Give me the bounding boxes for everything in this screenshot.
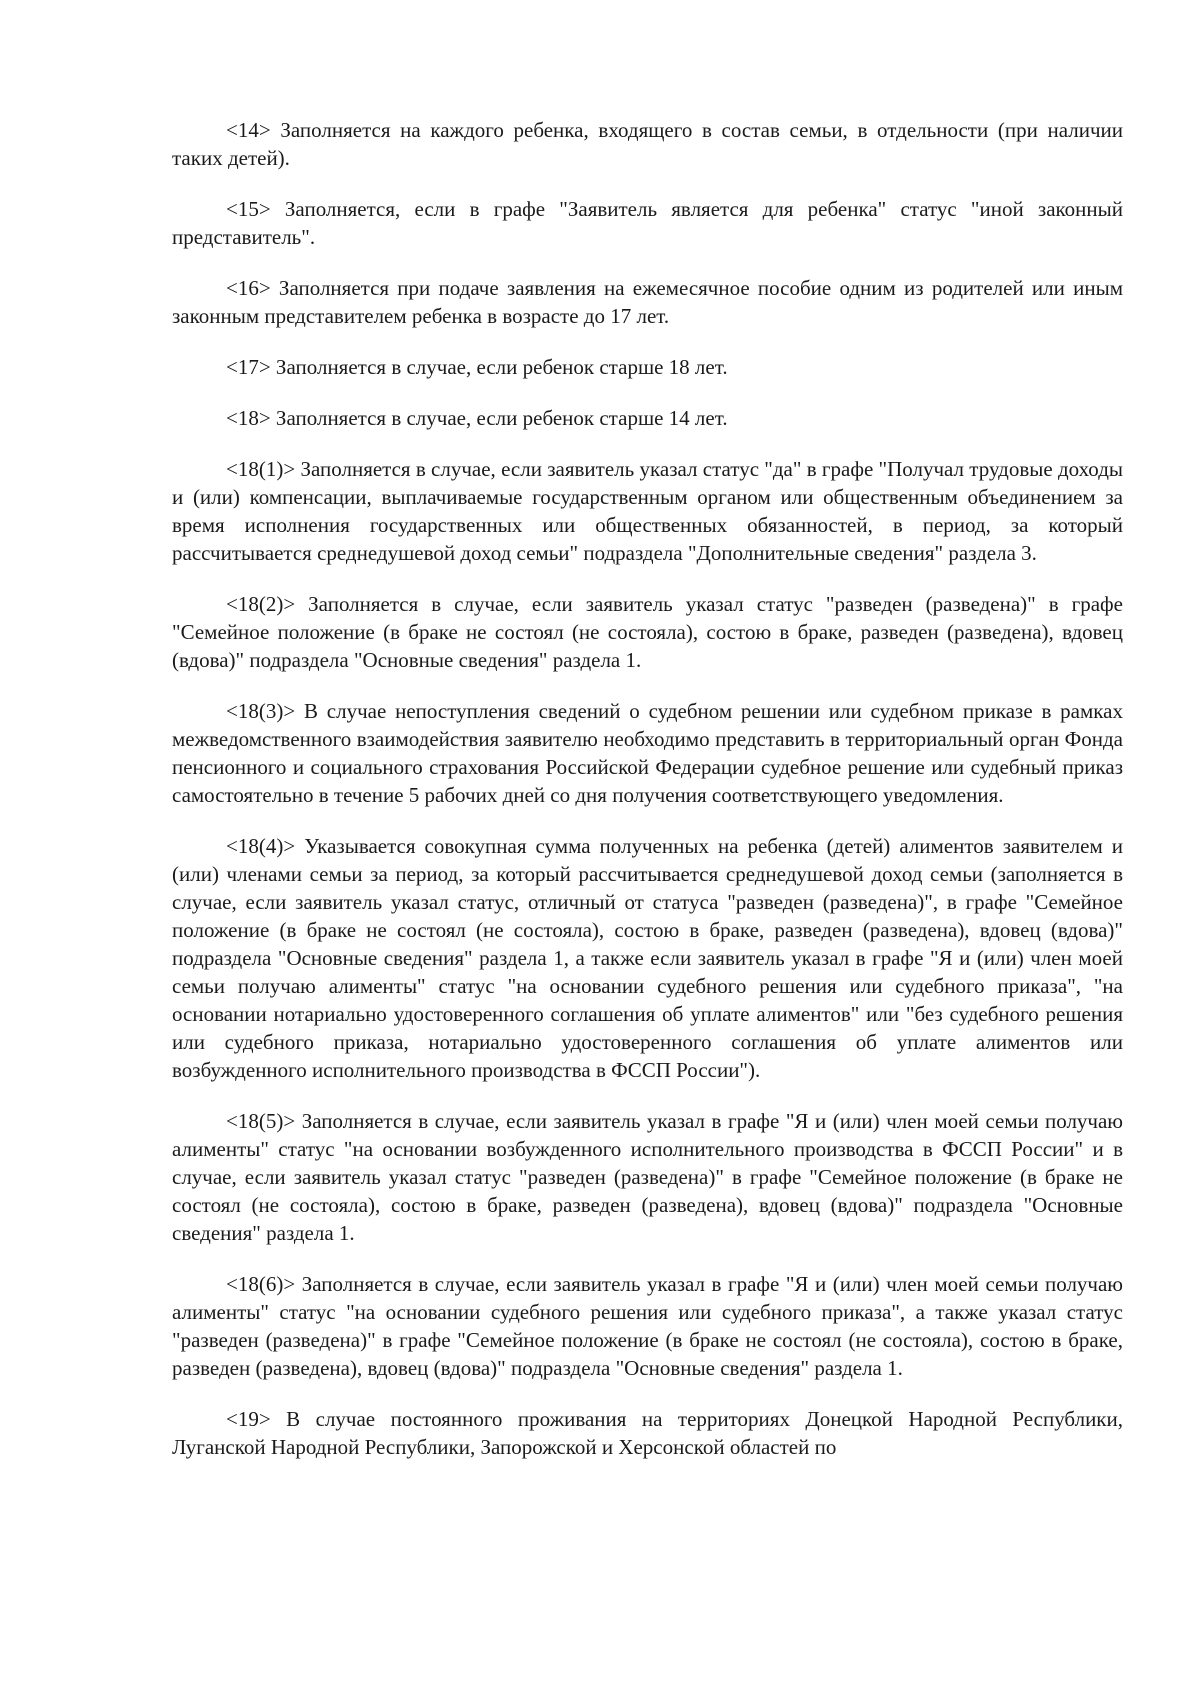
footnote-18-1: <18(1)> Заполняется в случае, если заявитель указал статус "да" в графе "Получал трудовые доходы и (или) компенсации, выплачиваемые государственным органом или общественным объединением за время исполнения государственных или общественных обязанностей, в период, за который рассчитывается среднедушевой доход семьи" подраздела "Дополнительные сведения" раздела 3.: [172, 457, 1123, 565]
footnote-18-5: <18(5)> Заполняется в случае, если заявитель указал в графе "Я и (или) член моей семьи получаю алименты" статус "на основании возбужденного исполнительного производства в ФССП России" и в случае, если заявитель указал статус "разведен (разведена)" в графе "Семейное положение (в браке не состоял (не состояла), состою в браке, разведен (разведена), вдовец (вдова)" подраздела "Основные сведения" раздела 1.: [172, 1109, 1123, 1245]
document-page: [172, 116, 1123, 1461]
footnote-14: <14> Заполняется на каждого ребенка, входящего в состав семьи, в отдельности (при наличии таких детей).: [172, 118, 1123, 170]
footnote-18-4: <18(4)> Указывается совокупная сумма полученных на ребенка (детей) алиментов заявителем и (или) членами семьи за период, за который рассчитывается среднедушевой доход семьи (заполняется в случае, если заявитель указал статус, отличный от статуса "разведен (разведена)", в графе "Семейное положение (в браке не состоял (не состояла), состою в браке, разведен (разведена), вдовец (вдова)" подраздела "Основные сведения" раздела 1, а также если заявитель указал в графе "Я и (или) член моей семьи получаю алименты" статус "на основании судебного решения или судебного приказа", "на основании нотариально удостоверенного соглашения об уплате алиментов" или "без судебного решения или судебного приказа, нотариально удостоверенного соглашения об уплате алиментов или возбужденного исполнительного производства в ФССП России").: [172, 834, 1123, 1082]
footnote-17: <17> Заполняется в случае, если ребенок старше 18 лет.: [226, 355, 728, 379]
footnote-18-3: <18(3)> В случае непоступления сведений о судебном решении или судебном приказе в рамках межведомственного взаимодействия заявителю необходимо представить в территориальный орган Фонда пенсионного и социального страхования Российской Федерации судебное решение или судебный приказ самостоятельно в течение 5 рабочих дней со дня получения соответствующего уведомления.: [172, 699, 1123, 807]
footnote-18-6: <18(6)> Заполняется в случае, если заявитель указал в графе "Я и (или) член моей семьи получаю алименты" статус "на основании судебного решения или судебного приказа", а также указал статус "разведен (разведена)" в графе "Семейное положение (в браке не состоял (не состояла), состою в браке, разведен (разведена), вдовец (вдова)" подраздела "Основные сведения" раздела 1.: [172, 1272, 1123, 1380]
footnote-19: <19> В случае постоянного проживания на территориях Донецкой Народной Республики, Луганской Народной Республики, Запорожской и Херсонской областей по: [172, 1407, 1123, 1459]
footnote-16: <16> Заполняется при подаче заявления на ежемесячное пособие одним из родителей или иным законным представителем ребенка в возрасте до 17 лет.: [172, 276, 1123, 328]
footnote-15: <15> Заполняется, если в графе "Заявитель является для ребенка" статус "иной законный представитель".: [172, 197, 1123, 249]
footnote-18-2: <18(2)> Заполняется в случае, если заявитель указал статус "разведен (разведена)" в графе "Семейное положение (в браке не состоял (не состояла), состою в браке, разведен (разведена), вдовец (вдова)" подраздела "Основные сведения" раздела 1.: [172, 592, 1123, 672]
footnote-18: <18> Заполняется в случае, если ребенок старше 14 лет.: [226, 406, 728, 430]
